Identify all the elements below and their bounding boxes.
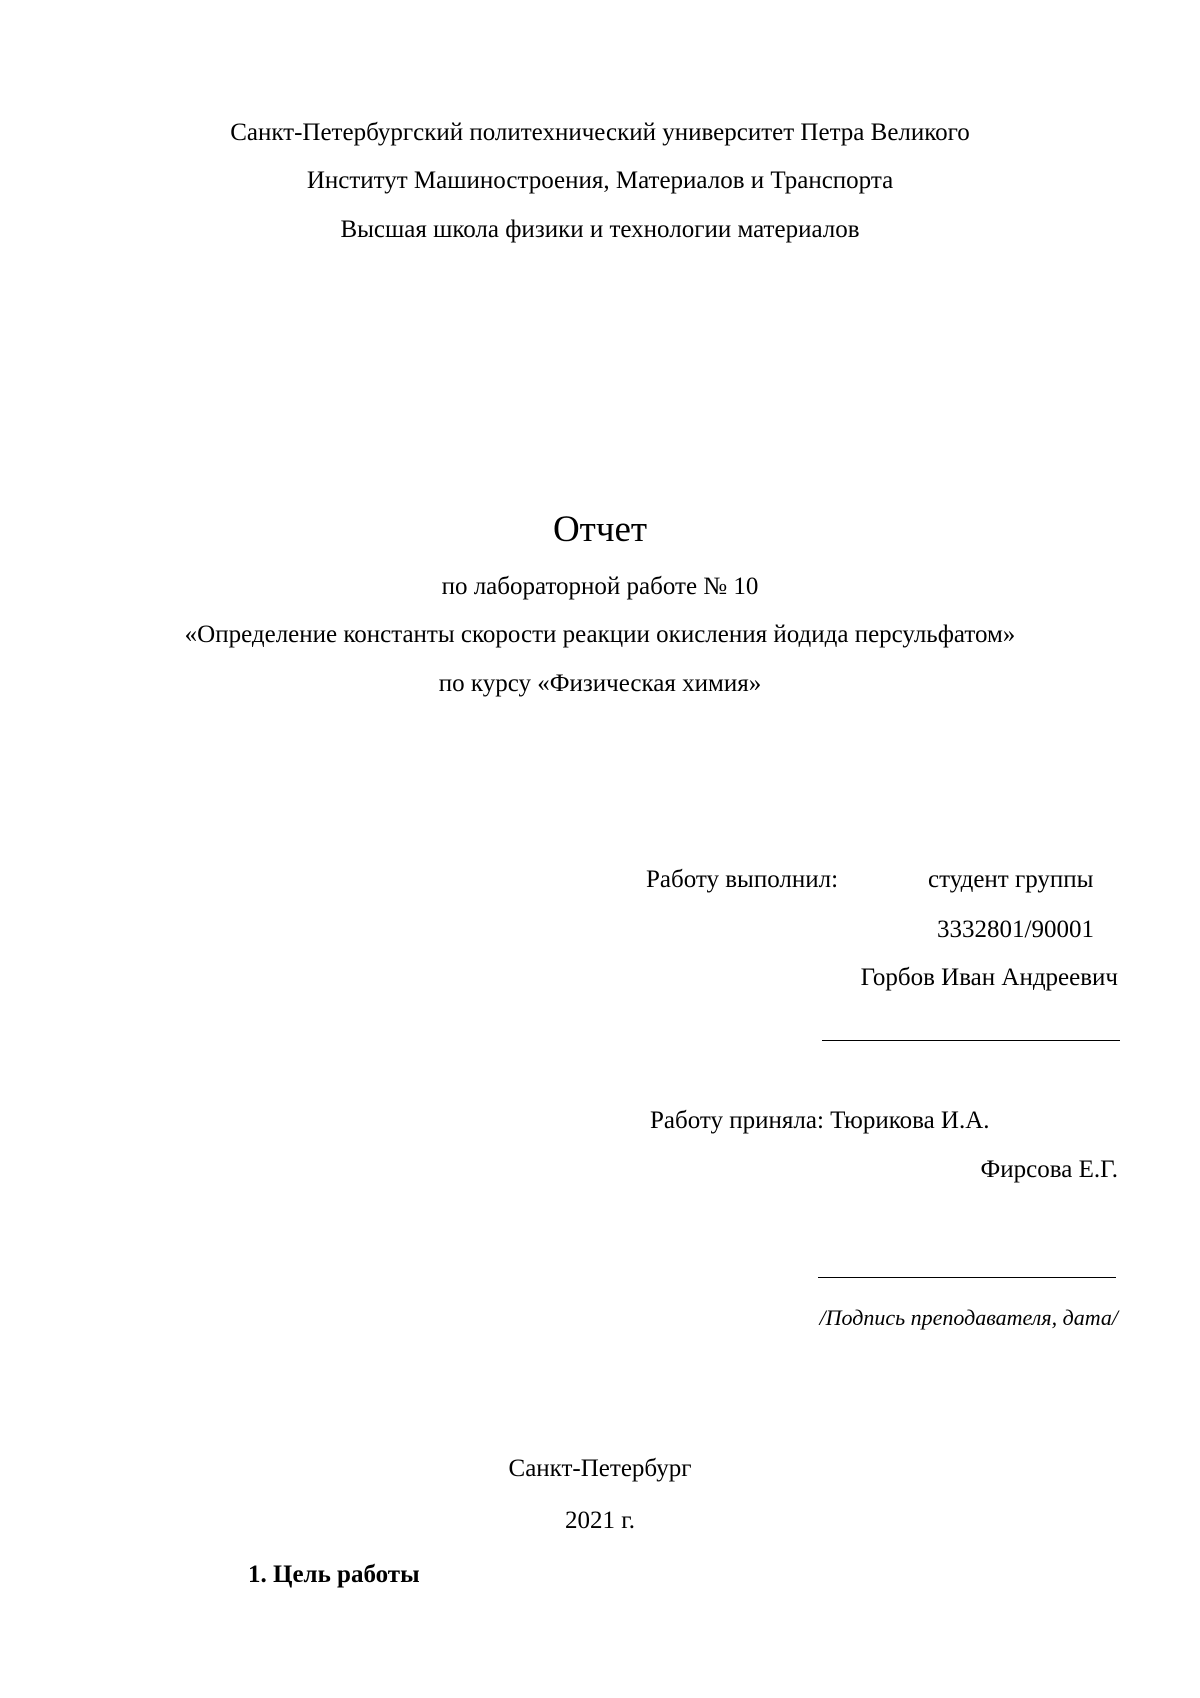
teacher-signature-line <box>818 1277 1116 1278</box>
university-name: Санкт-Петербургский политехнический университет Петра Великого <box>230 119 970 146</box>
signature-caption: /Подпись преподавателя, дата/ <box>819 1305 1118 1330</box>
performer-signature-line <box>822 1040 1120 1041</box>
reviewer-second: Фирсова Е.Г. <box>980 1156 1118 1183</box>
year: 2021 г. <box>565 1507 635 1534</box>
reviewer-label: Работу приняла: Тюрикова И.А. <box>650 1107 990 1134</box>
course-line: по курсу «Физическая химия» <box>438 670 762 697</box>
institute-name: Институт Машиностроения, Материалов и Транспорта <box>306 167 894 194</box>
report-title: Отчет <box>552 509 648 550</box>
section-heading: 1. Цель работы <box>248 1561 420 1588</box>
performer-label: Работу выполнил: <box>646 866 839 893</box>
performer-role: студент группы <box>928 866 1094 893</box>
lab-topic: «Определение константы скорости реакции окисления йодида персульфатом» <box>184 621 1016 648</box>
city: Санкт-Петербург <box>508 1455 692 1482</box>
school-name: Высшая школа физики и технологии материалов <box>340 216 860 243</box>
lab-work-line: по лабораторной работе № 10 <box>441 573 759 600</box>
performer-group: 3332801/90001 <box>937 916 1094 943</box>
performer-name: Горбов Иван Андреевич <box>860 964 1118 991</box>
